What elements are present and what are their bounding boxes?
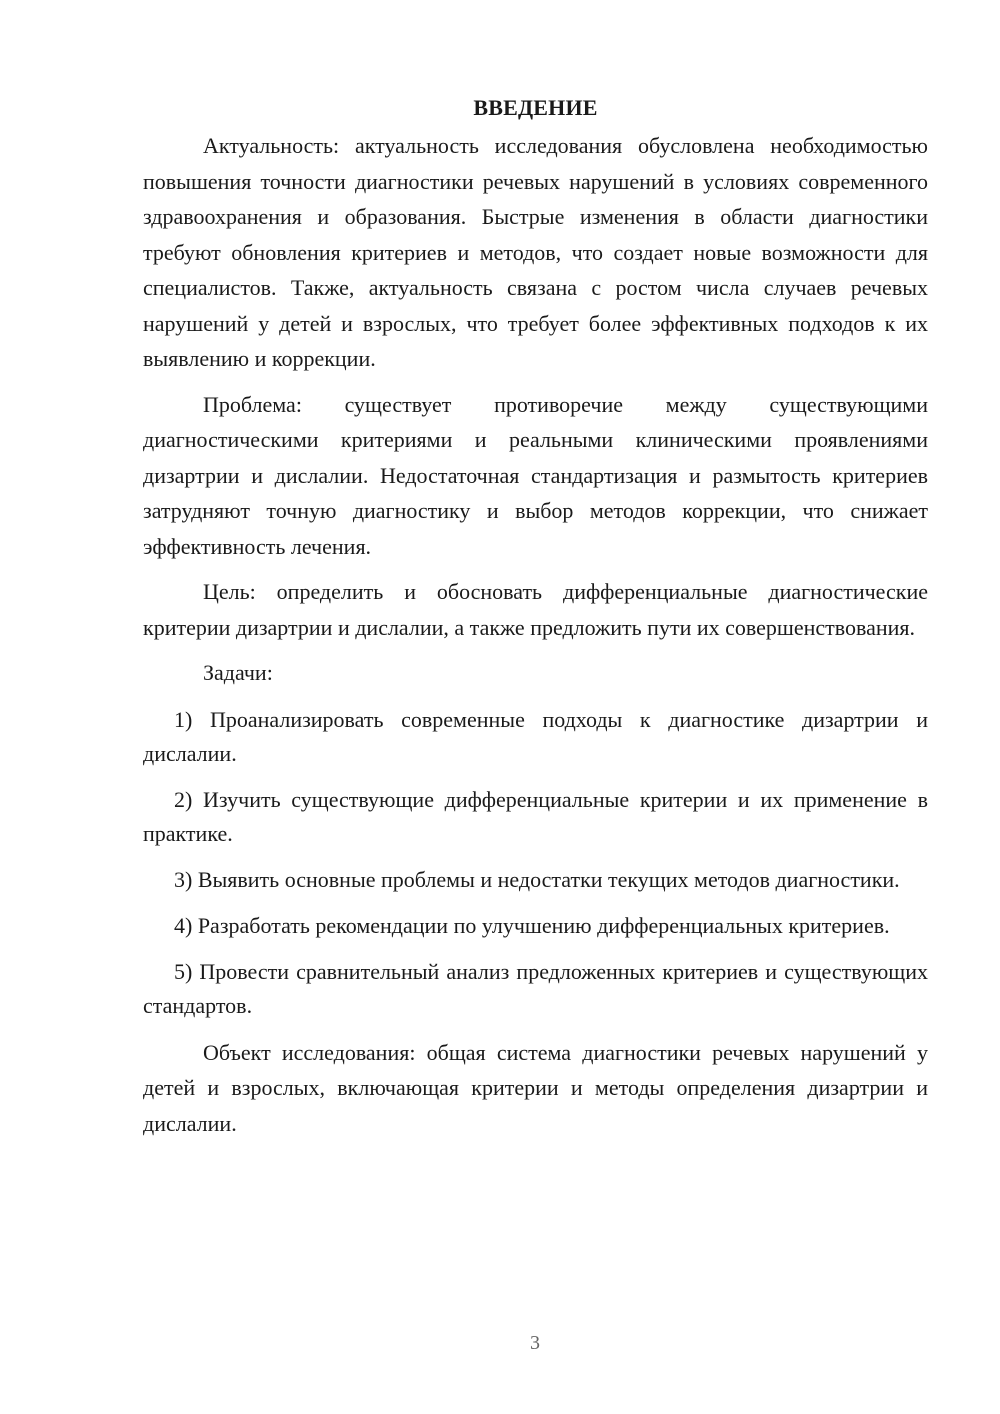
goal-paragraph: Цель: определить и обосновать дифференциальные диагностические критерии дизартрии и дислалии, а также предложить пути их совершенствования. xyxy=(143,579,928,640)
document-page xyxy=(143,92,928,1151)
task-item-1: 1) Проанализировать современные подходы к диагностике дизартрии и дислалии. xyxy=(143,706,928,766)
task-item-3: 3) Выявить основные проблемы и недостатки текущих методов диагностики. xyxy=(174,866,900,892)
object-paragraph: Объект исследования: общая система диагностики речевых нарушений у детей и взрослых, включающая критерии и методы определения дизартрии и дислалии. xyxy=(143,1039,928,1136)
task-item-2: 2) Изучить существующие дифференциальные критерии и их применение в практике. xyxy=(143,786,928,846)
page-number: 3 xyxy=(530,1332,540,1354)
tasks-label: Задачи: xyxy=(203,660,273,685)
task-item-5: 5) Провести сравнительный анализ предложенных критериев и существующих стандартов. xyxy=(143,958,928,1018)
problem-paragraph: Проблема: существует противоречие между существующими диагностическими критериями и реальными клиническими проявлениями дизартрии и дислалии. Недостаточная стандартизация и размытость критериев затрудняют точную диагностику и выбор методов коррекции, что снижает эффективность лечения. xyxy=(143,391,928,559)
relevance-paragraph: Актуальность: актуальность исследования обусловлена необходимостью повышения точности диагностики речевых нарушений в условиях современного здравоохранения и образования. Быстрые изменения в области диагностики требуют обновления критериев и методов, что создает новые возможности для специалистов. Также, актуальность связана с ростом числа случаев речевых нарушений у детей и взрослых, что требует более эффективных подходов к их выявлению и коррекции. xyxy=(143,133,928,371)
task-item-4: 4) Разработать рекомендации по улучшению дифференциальных критериев. xyxy=(174,912,890,938)
section-heading: ВВЕДЕНИЕ xyxy=(473,95,598,120)
